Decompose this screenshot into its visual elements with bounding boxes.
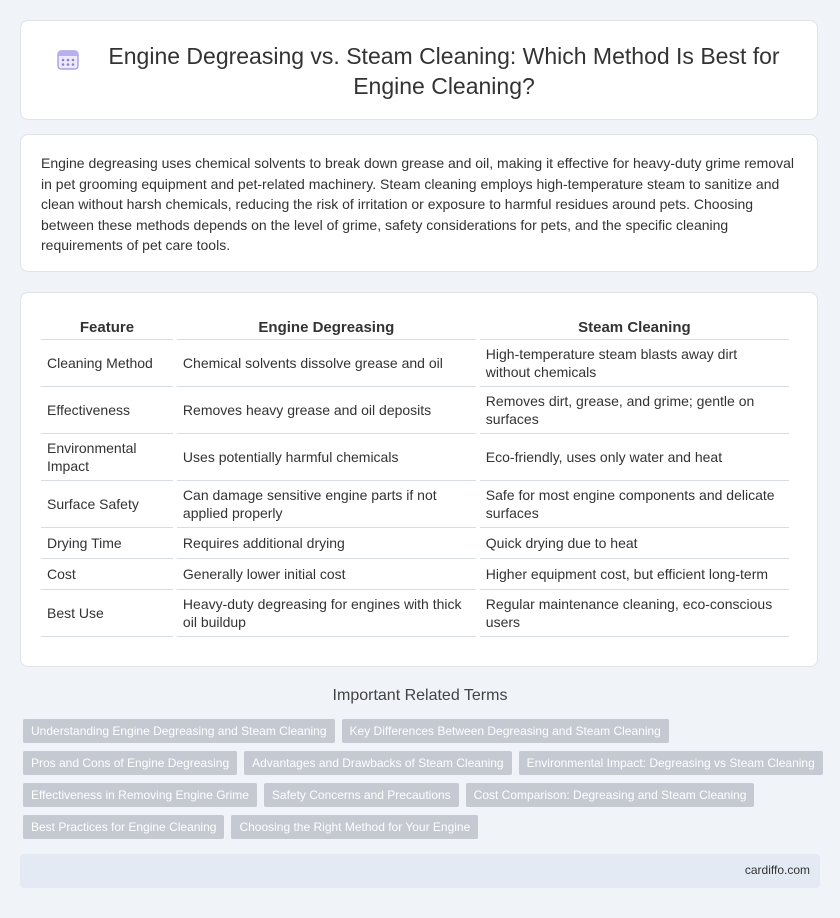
table-row [41,387,789,434]
table-row [41,590,789,637]
table-cell: Heavy-duty degreasing for engines with thick oil buildup [177,590,476,637]
related-term-tag[interactable]: Environmental Impact: Degreasing vs Steam Cleaning [519,751,823,775]
table-cell: Best Use [41,590,173,637]
table-row [41,340,789,387]
table-cell: Surface Safety [41,481,173,528]
table-cell: Higher equipment cost, but efficient long-term [480,559,789,590]
table-cell: Can damage sensitive engine parts if not applied properly [177,481,476,528]
footer-site-link[interactable]: cardiffo.com [744,863,810,877]
table-cell: Generally lower initial cost [177,559,476,590]
table-row [41,528,789,559]
related-term-tag[interactable]: Effectiveness in Removing Engine Grime [23,783,257,807]
related-term-tag[interactable]: Choosing the Right Method for Your Engine [231,815,478,839]
related-terms-tags [23,719,823,847]
table-cell: Eco-friendly, uses only water and heat [480,434,789,481]
related-term-tag[interactable]: Best Practices for Engine Cleaning [23,815,224,839]
table-cell: Safe for most engine components and delicate surfaces [480,481,789,528]
intro-paragraph: Engine degreasing uses chemical solvents to break down grease and oil, making it effective for heavy-duty grime removal in pet grooming equipment and pet-related machinery. Steam cleaning employs high-temperature steam to sanitize and clean without harsh chemicals, reducing the risk of irritation or exposure to harmful residues around pets. Choosing between these methods depends on the level of grime, safety considerations for pets, and the specific cleaning requirements of pet care tools. [41,155,795,253]
page-title: Engine Degreasing vs. Steam Cleaning: Which Method Is Best for Engine Cleaning? [108,43,780,99]
table-header-row [41,313,789,340]
related-term-tag[interactable]: Key Differences Between Degreasing and Steam Cleaning [342,719,669,743]
table-cell: Removes heavy grease and oil deposits [177,387,476,434]
table-cell: Cost [41,559,173,590]
tag-row [23,719,823,743]
related-term-tag[interactable]: Safety Concerns and Precautions [264,783,459,807]
table-cell: Environmental Impact [41,434,173,481]
tag-row [23,783,823,807]
tag-row [23,815,823,839]
table-cell: Uses potentially harmful chemicals [177,434,476,481]
related-term-tag[interactable]: Advantages and Drawbacks of Steam Cleaning [244,751,511,775]
related-term-tag[interactable]: Cost Comparison: Degreasing and Steam Cleaning [466,783,755,807]
table-cell: Cleaning Method [41,340,173,387]
table-row [41,434,789,481]
title-card [20,20,818,120]
intro-card [20,134,818,272]
table-row [41,481,789,528]
calendar-icon [57,48,79,70]
table-cell: High-temperature steam blasts away dirt without chemicals [480,340,789,387]
table-cell: Effectiveness [41,387,173,434]
header-engine-degreasing: Engine Degreasing [177,313,476,340]
table-cell: Quick drying due to heat [480,528,789,559]
comparison-table [37,313,793,637]
table-cell: Requires additional drying [177,528,476,559]
table-cell: Regular maintenance cleaning, eco-conscious users [480,590,789,637]
table-cell: Removes dirt, grease, and grime; gentle on surfaces [480,387,789,434]
related-terms-title: Important Related Terms [332,687,508,704]
header-steam-cleaning: Steam Cleaning [480,313,789,340]
related-term-tag[interactable]: Pros and Cons of Engine Degreasing [23,751,237,775]
comparison-card [20,292,818,667]
table-cell: Drying Time [41,528,173,559]
tag-row [23,751,823,775]
related-term-tag[interactable]: Understanding Engine Degreasing and Steam Cleaning [23,719,335,743]
header-feature: Feature [41,313,173,340]
table-row [41,559,789,590]
table-cell: Chemical solvents dissolve grease and oil [177,340,476,387]
footer [20,854,820,888]
